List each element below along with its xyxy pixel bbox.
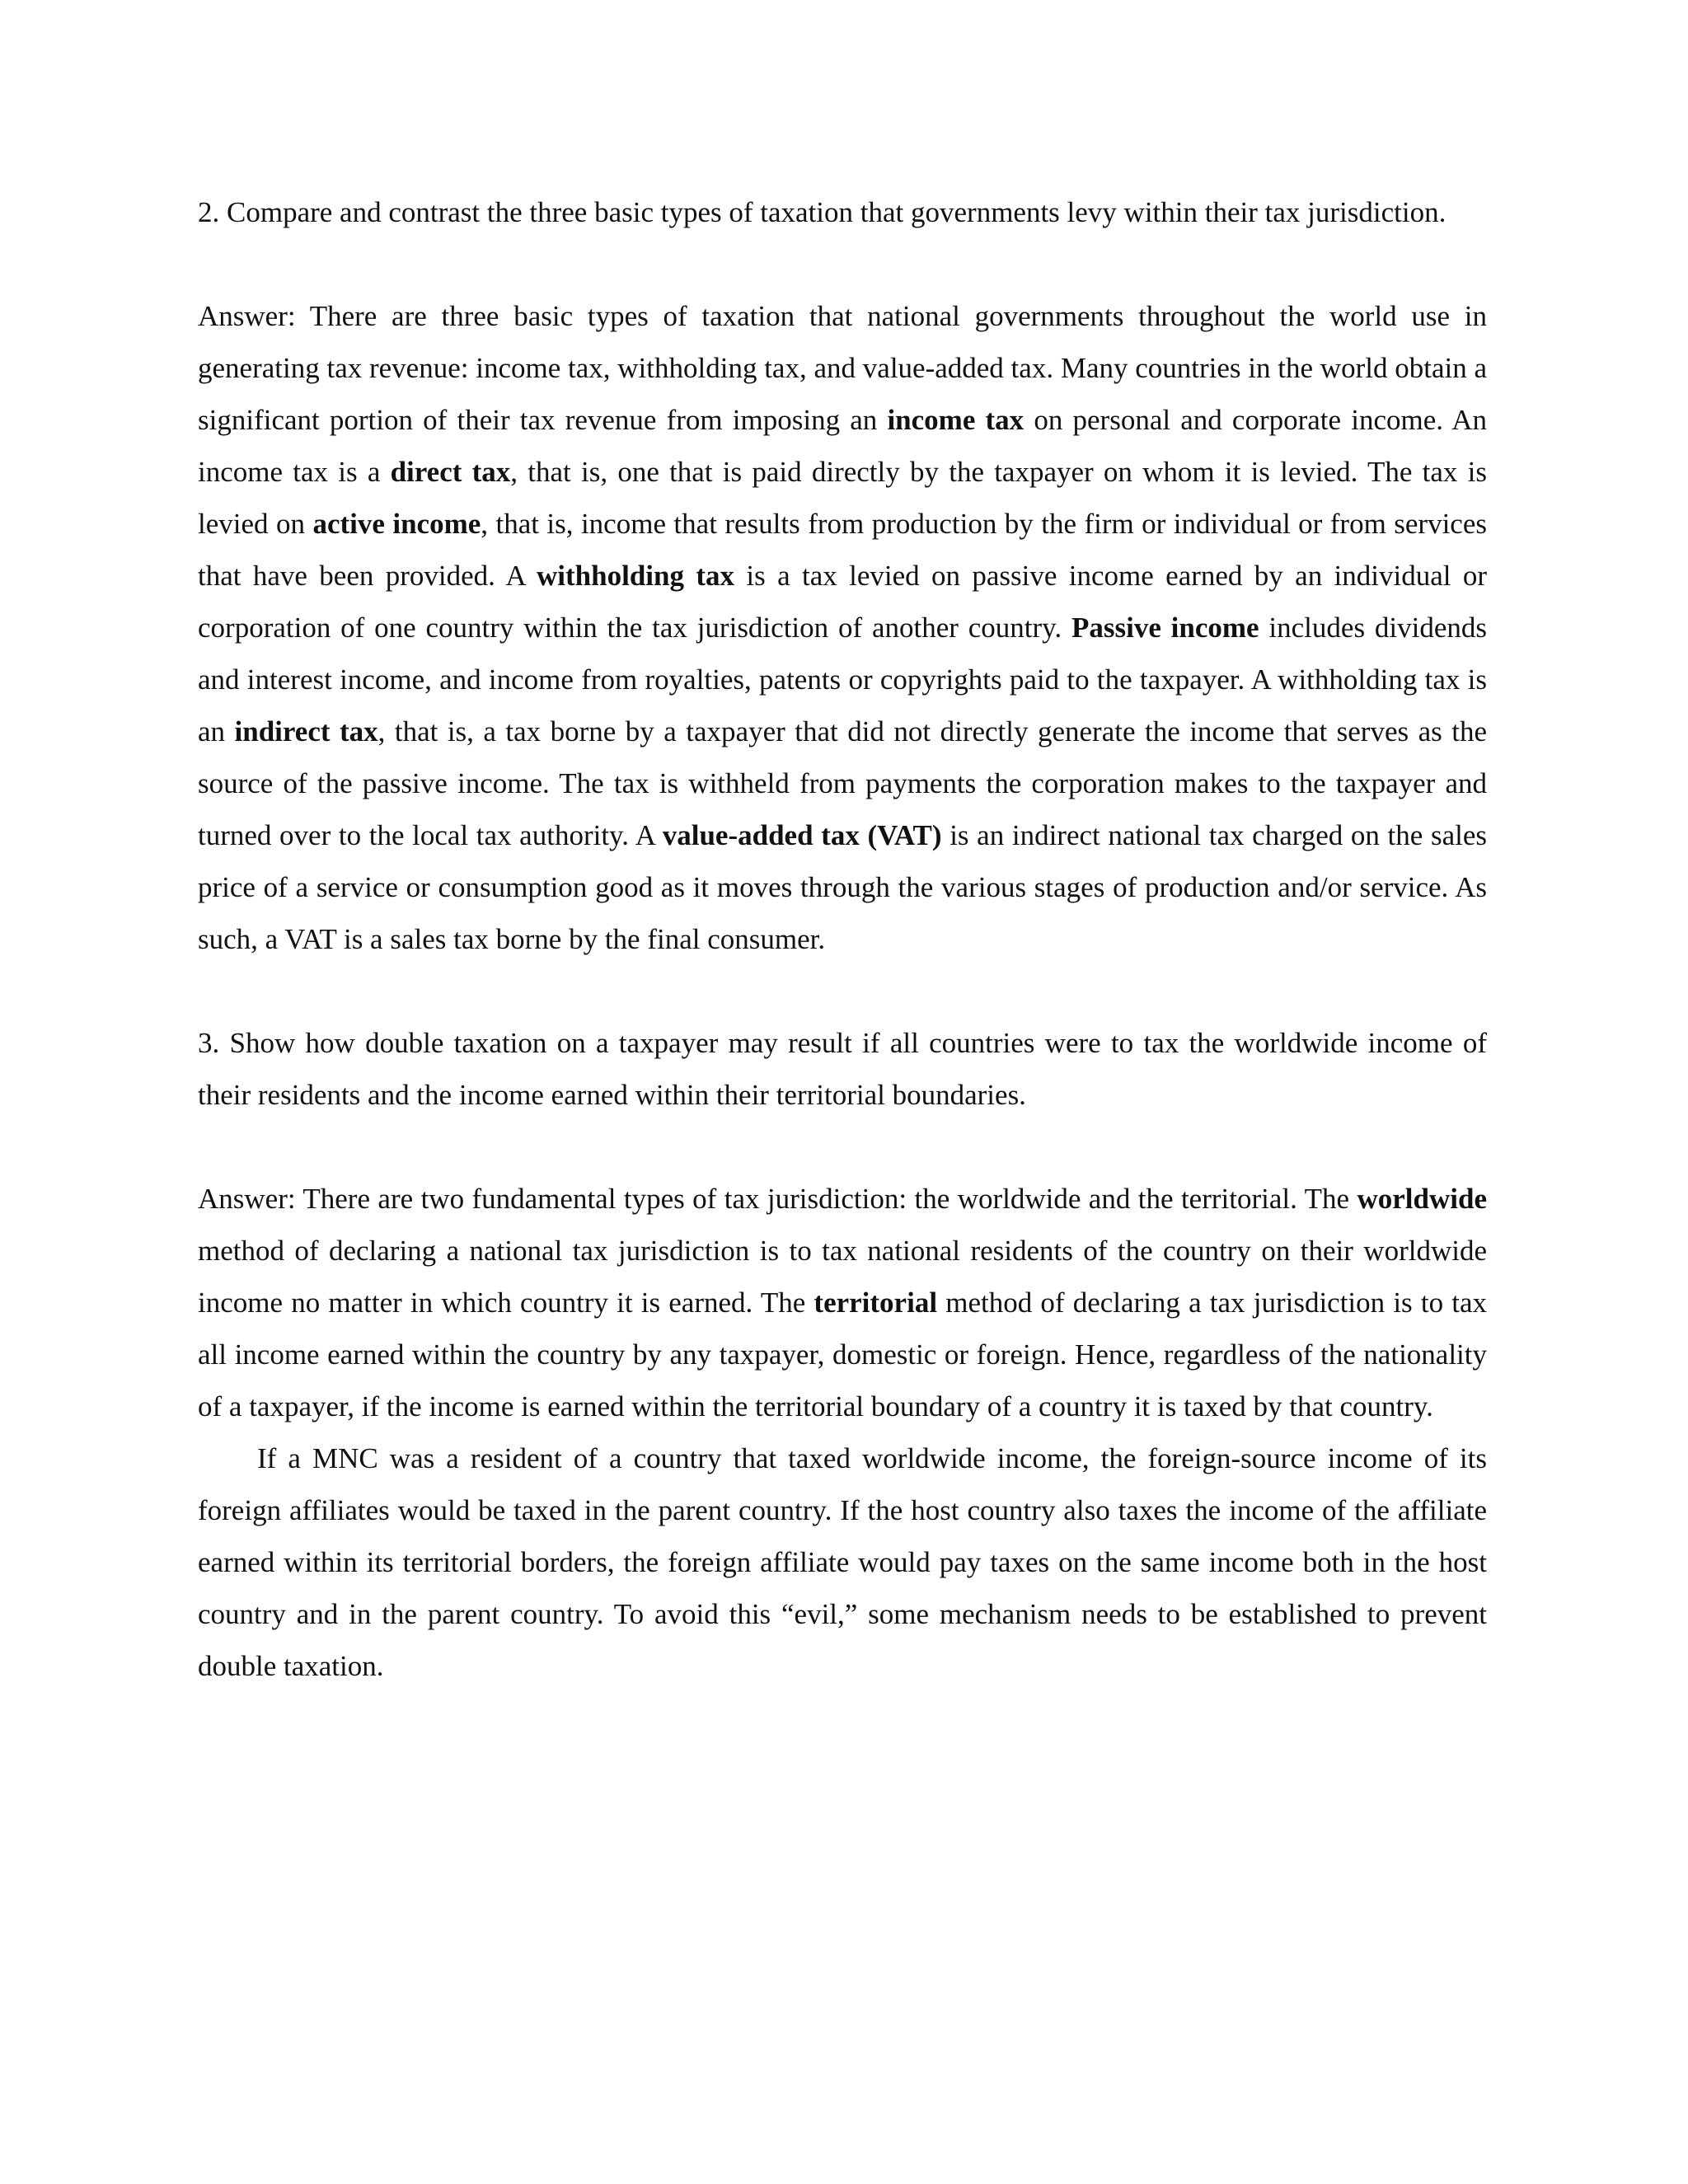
term-passive-income: Passive income (1071, 612, 1259, 644)
answer-3-text: method of declaring a tax jurisdiction is to tax all income earned within the country by any taxpayer, domestic or foreign. Hence, regardless of the nationality of a taxpayer, if the income is earned within the territorial boundary of a country it is taxed by that country. (198, 1286, 1488, 1422)
answer-2-text: includes dividends and interest income, and income from royalties, patents or copyrights paid to the taxpayer. A withholding tax is an (198, 612, 1487, 748)
term-value-added-tax: value-added tax (VAT) (662, 819, 942, 851)
term-withholding-tax: withholding tax (537, 560, 735, 592)
answer-2 (198, 290, 1487, 965)
term-worldwide: worldwide (1357, 1183, 1487, 1215)
answer-3-text: Answer: There are two fundamental types of tax jurisdiction: the worldwide and the territorial. The (198, 1183, 1357, 1215)
term-indirect-tax: indirect tax (234, 715, 378, 748)
answer-2-text: , that is, a tax borne by a taxpayer that did not directly generate the income that serves as the source of the passive income. The tax is withheld from payments the corporation makes to the taxpayer and turned over to the local tax authority. A (198, 715, 1487, 851)
document-page (198, 186, 1487, 1692)
term-direct-tax: direct tax (390, 456, 511, 488)
answer-2-text: , that is, one that is paid directly by the taxpayer on whom it is levied. The tax is levied on (198, 456, 1487, 540)
term-income-tax: income tax (887, 404, 1025, 436)
term-active-income: active income (312, 508, 481, 540)
answer-2-text: is a tax levied on passive income earned by an individual or corporation of one country within the tax jurisdiction of another country. (198, 560, 1488, 644)
answer-3-text: method of declaring a national tax jurisdiction is to tax national residents of the country on their worldwide income no matter in which country it is earned. The (198, 1235, 1487, 1319)
answer-2-text: on personal and corporate income. An income tax is a (198, 404, 1487, 488)
question-2: 2. Compare and contrast the three basic types of taxation that governments levy within their tax jurisdiction. (198, 196, 1447, 228)
answer-3-followup: If a MNC was a resident of a country that taxed worldwide income, the foreign-source income of its foreign affiliates would be taxed in the parent country. If the host country also taxes the income of the affiliate earned within its territorial borders, the foreign affiliate would pay taxes on the same income both in the host country and in the parent country. To avoid this “evil,” some mechanism needs to be established to prevent double taxation. (198, 1442, 1487, 1682)
answer-2-text: Answer: There are three basic types of taxation that national governments throughout the world use in generating tax revenue: income tax, withholding tax, and value-added tax. Many countries in the world obtain a significant portion of their tax revenue from imposing an (198, 300, 1487, 436)
answer-2-text: , that is, income that results from production by the firm or individual or from services that have been provided. A (198, 508, 1487, 592)
answer-2-text: is an indirect national tax charged on the sales price of a service or consumption good as it moves through the various stages of production and/or service. As such, a VAT is a sales tax borne by the final consumer. (198, 819, 1487, 955)
answer-3 (198, 1173, 1487, 1432)
question-3: 3. Show how double taxation on a taxpayer may result if all countries were to tax the worldwide income of their residents and the income earned within their territorial boundaries. (198, 1027, 1487, 1111)
term-territorial: territorial (814, 1286, 938, 1319)
